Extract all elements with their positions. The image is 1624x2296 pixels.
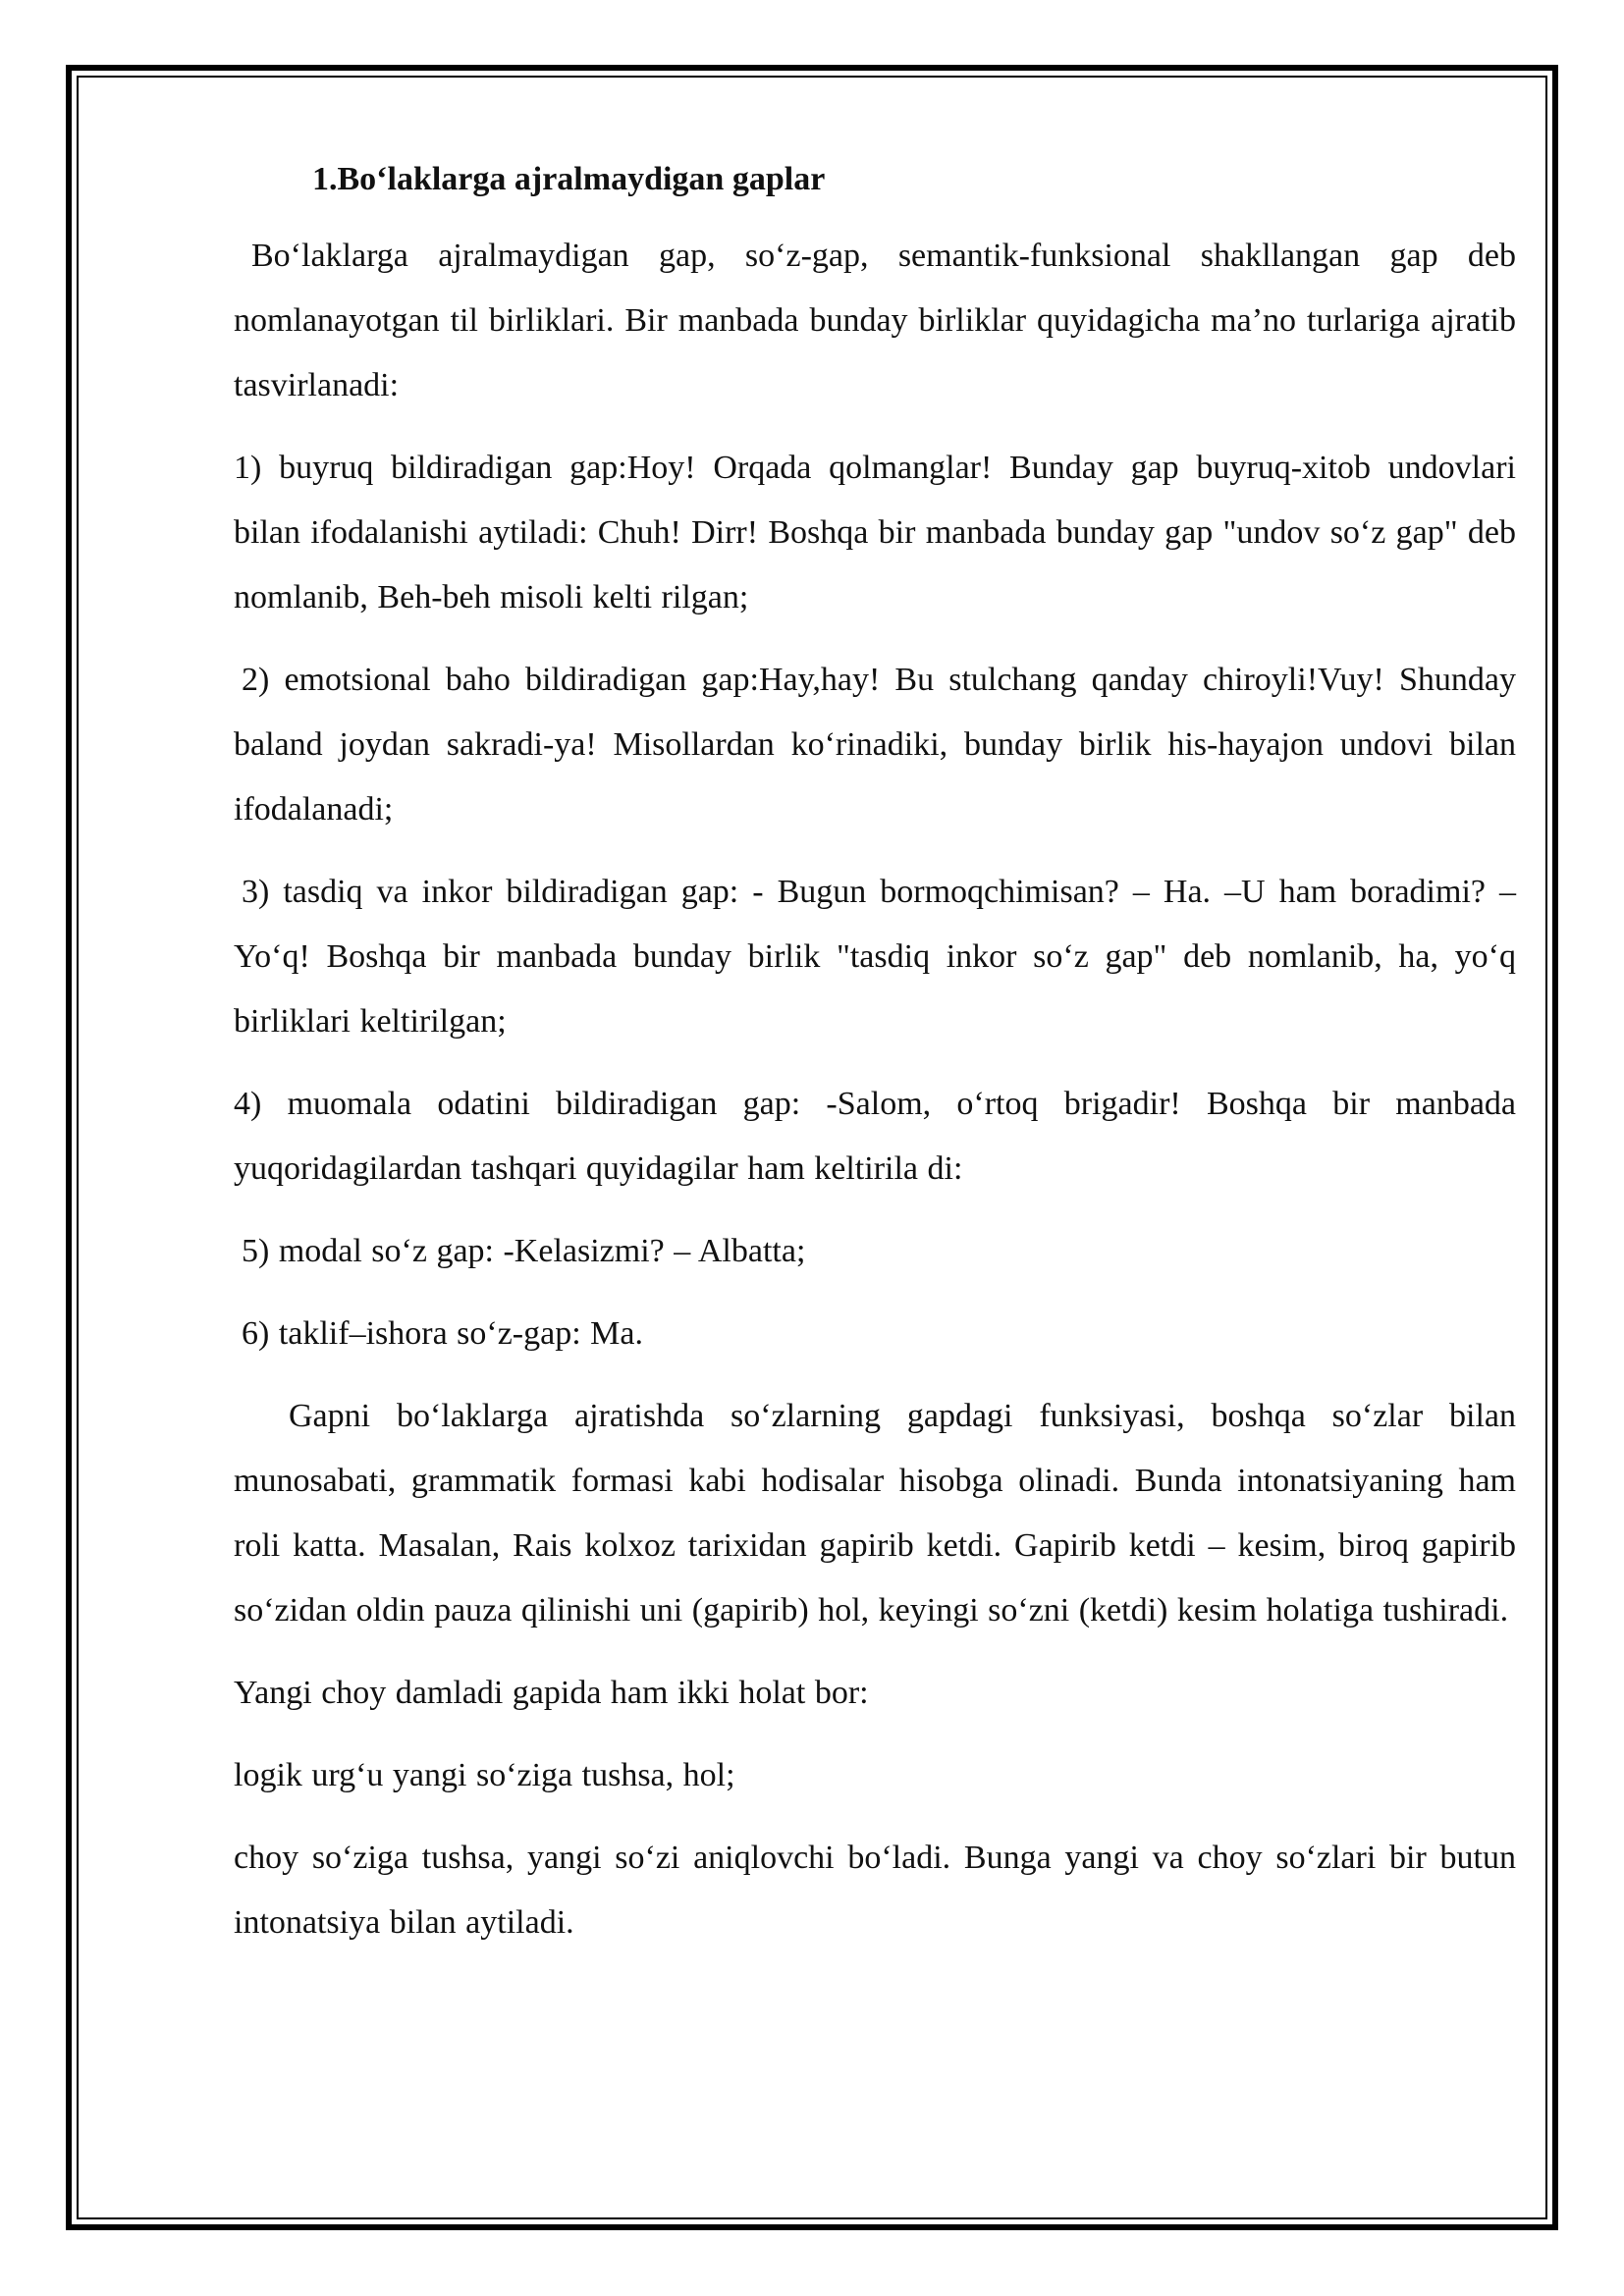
paragraph-item-6: 6) taklif‒ishora so‘z-gap: Ma. bbox=[242, 1315, 643, 1352]
paragraph-item-1: 1) buyruq bildiradigan gap:Hoy! Orqada qolmanglar! Bunday gap buyruq-xitob undovlari bilan ifodalanishi aytiladi: Chuh! Dirr! Boshqa bir manbada bunday gap "undov so‘z gap" deb nomlanib, Beh-beh misoli kelti rilgan; bbox=[234, 450, 1516, 615]
paragraph-example-intro: Yangi choy damladi gapida ham ikki holat bor: bbox=[234, 1675, 869, 1711]
paragraph-item-4: 4) muomala odatini bildiradigan gap: -Salom, o‘rtoq brigadir! Boshqa bir manbada yuqoridagilardan tashqari quyidagilar ham keltirila di: bbox=[234, 1086, 1516, 1187]
paragraph-parsing: Gapni bo‘laklarga ajratishda so‘zlarning gapdagi funksiyasi, boshqa so‘zlar bilan munosabati, grammatik formasi kabi hodisalar hisobga olinadi. Bunda intonatsiyaning ham roli katta. Masalan, Rais kolxoz tarixidan gapirib ketdi. Gapirib ketdi – kesim, biroq gapirib so‘zidan oldin pauza qilinishi uni (gapirib) hol, keyingi so‘zni (ketdi) kesim holatiga tushiradi. bbox=[234, 1398, 1516, 1629]
paragraph-example-case-1: logik urg‘u yangi so‘ziga tushsa, hol; bbox=[234, 1757, 735, 1793]
paragraph-item-5: 5) modal so‘z gap: -Kelasizmi? – Albatta; bbox=[242, 1233, 806, 1269]
paragraph-item-3: 3) tasdiq va inkor bildiradigan gap: - Bugun bormoqchimisan? – Ha. –U ham boradimi? – Yo‘q! Boshqa bir manbada bunday birlik "tasdiq inkor so‘z gap" deb nomlanib, ha, yo‘q birliklari keltirilgan; bbox=[234, 874, 1516, 1040]
document-body bbox=[234, 155, 1516, 1973]
paragraph-intro: Bo‘laklarga ajralmaydigan gap, so‘z-gap, semantik-funksional shakllangan gap deb nomlanayotgan til birliklari. Bir manbada bunday birliklar quyidagicha ma’no turlariga ajratib tasvirlanadi: bbox=[234, 238, 1516, 403]
paragraph-item-2: 2) emotsional baho bildiradigan gap:Hay,hay! Bu stulchang qanday chiroyli!Vuy! Shunday baland joydan sakradi-ya! Misollardan ko‘rinadiki, bunday birlik his-hayajon undovi bilan ifodalanadi; bbox=[234, 662, 1516, 828]
paragraph-example-case-2: choy so‘ziga tushsa, yangi so‘zi aniqlovchi bo‘ladi. Bunga yangi va choy so‘zlari bir butun intonatsiya bilan aytiladi. bbox=[234, 1840, 1516, 1941]
section-title: 1.Bo‘laklarga ajralmaydigan gaplar bbox=[312, 161, 826, 197]
